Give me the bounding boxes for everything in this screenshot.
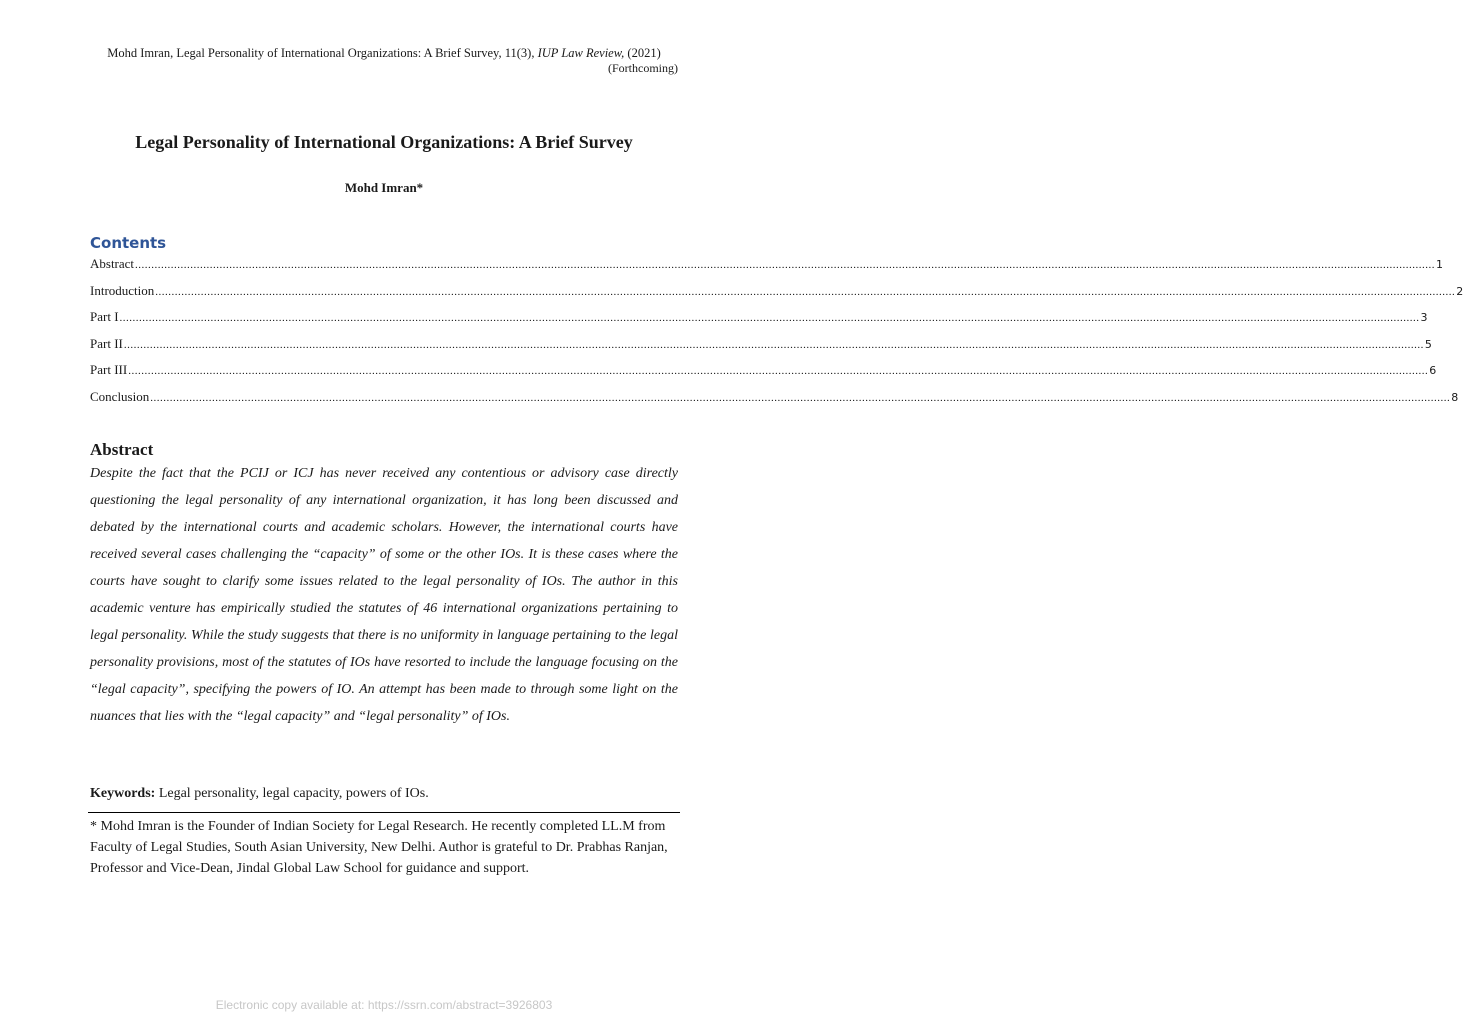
toc-leader: ................................................................................................................................................................................................................................................................................................................................................................................................................ bbox=[135, 259, 1436, 271]
toc-label: Introduction bbox=[90, 282, 155, 298]
toc-page-number: 3 bbox=[1420, 311, 1428, 324]
toc-page-number: 2 bbox=[1456, 284, 1463, 298]
toc-label: Abstract bbox=[90, 256, 135, 271]
keywords-line bbox=[90, 786, 678, 802]
toc-label: Part II bbox=[90, 335, 123, 351]
toc-label: Conclusion bbox=[90, 388, 150, 404]
table-of-contents bbox=[90, 256, 1463, 415]
toc-page-number: 5 bbox=[1424, 337, 1432, 351]
toc-entry-introduction[interactable] bbox=[90, 282, 1463, 310]
abstract-heading: Abstract bbox=[90, 440, 154, 459]
toc-entry-conclusion[interactable] bbox=[90, 388, 1459, 416]
toc-leader: ................................................................................................................................................................................................................................................................................................................................................................................................................ bbox=[119, 312, 1420, 324]
author-footnote: * Mohd Imran is the Founder of Indian Society for Legal Research. He recently completed LL.M from Faculty of Legal Studies, South Asian University, New Delhi. Author is grateful to Dr. Prabhas Ranjan, Professor and Vice-Dean, Jindal Global Law School for guidance and support. bbox=[90, 819, 668, 876]
toc-label: Part III bbox=[90, 362, 128, 377]
toc-entry-part-1[interactable] bbox=[90, 309, 1428, 336]
toc-entry-part-3[interactable] bbox=[90, 362, 1437, 389]
keywords-text: Legal personality, legal capacity, powers of IOs. bbox=[155, 786, 429, 801]
toc-label: Part I bbox=[90, 309, 119, 324]
toc-page-number: 6 bbox=[1429, 364, 1437, 377]
toc-page-number: 1 bbox=[1436, 258, 1444, 271]
header-year: (2021) bbox=[624, 46, 661, 60]
ssrn-watermark: Electronic copy available at: https://ssrn.com/abstract=3926803 bbox=[215, 998, 553, 1012]
paper-author: Mohd Imran* bbox=[344, 180, 424, 195]
toc-entry-abstract[interactable] bbox=[90, 256, 1444, 283]
footnote-divider bbox=[88, 812, 680, 813]
header-status: (Forthcoming) bbox=[608, 61, 678, 75]
header-citation: Mohd Imran, Legal Personality of International Organizations: A Brief Survey, 11(3), bbox=[107, 46, 538, 60]
toc-leader: ................................................................................................................................................................................................................................................................................................................................................................................................................ bbox=[123, 338, 1424, 351]
abstract-body: Despite the fact that the PCIJ or ICJ has never received any contentious or advisory case directly questioning the legal personality of any international organization, it has long been discussed and debated by the international courts and academic scholars. However, the international courts have received several cases challenging the “capacity” of some or the other IOs. It is these cases where the courts have sought to clarify some issues related to the legal personality of IOs. The author in this academic venture has empirically studied the statutes of 46 international organizations pertaining to legal personality. While the study suggests that there is no uniformity in language pertaining to the legal personality provisions, most of the statutes of IOs have resorted to include the language focusing on the “legal capacity”, specifying the powers of IO. An attempt has been made to through some light on the nuances that lies with the “legal capacity” and “legal personality” of IOs. bbox=[90, 466, 678, 724]
toc-leader: ................................................................................................................................................................................................................................................................................................................................................................................................................ bbox=[150, 391, 1451, 404]
header-journal: IUP Law Review, bbox=[537, 46, 625, 60]
keywords-label: Keywords: bbox=[90, 786, 156, 801]
contents-heading: Contents bbox=[90, 234, 167, 252]
paper-title: Legal Personality of International Organizations: A Brief Survey bbox=[135, 132, 633, 152]
running-header bbox=[90, 46, 678, 61]
toc-leader: ................................................................................................................................................................................................................................................................................................................................................................................................................ bbox=[128, 365, 1429, 377]
toc-leader: ................................................................................................................................................................................................................................................................................................................................................................................................................ bbox=[155, 285, 1456, 298]
toc-page-number: 8 bbox=[1451, 390, 1459, 404]
toc-entry-part-2[interactable] bbox=[90, 335, 1432, 363]
